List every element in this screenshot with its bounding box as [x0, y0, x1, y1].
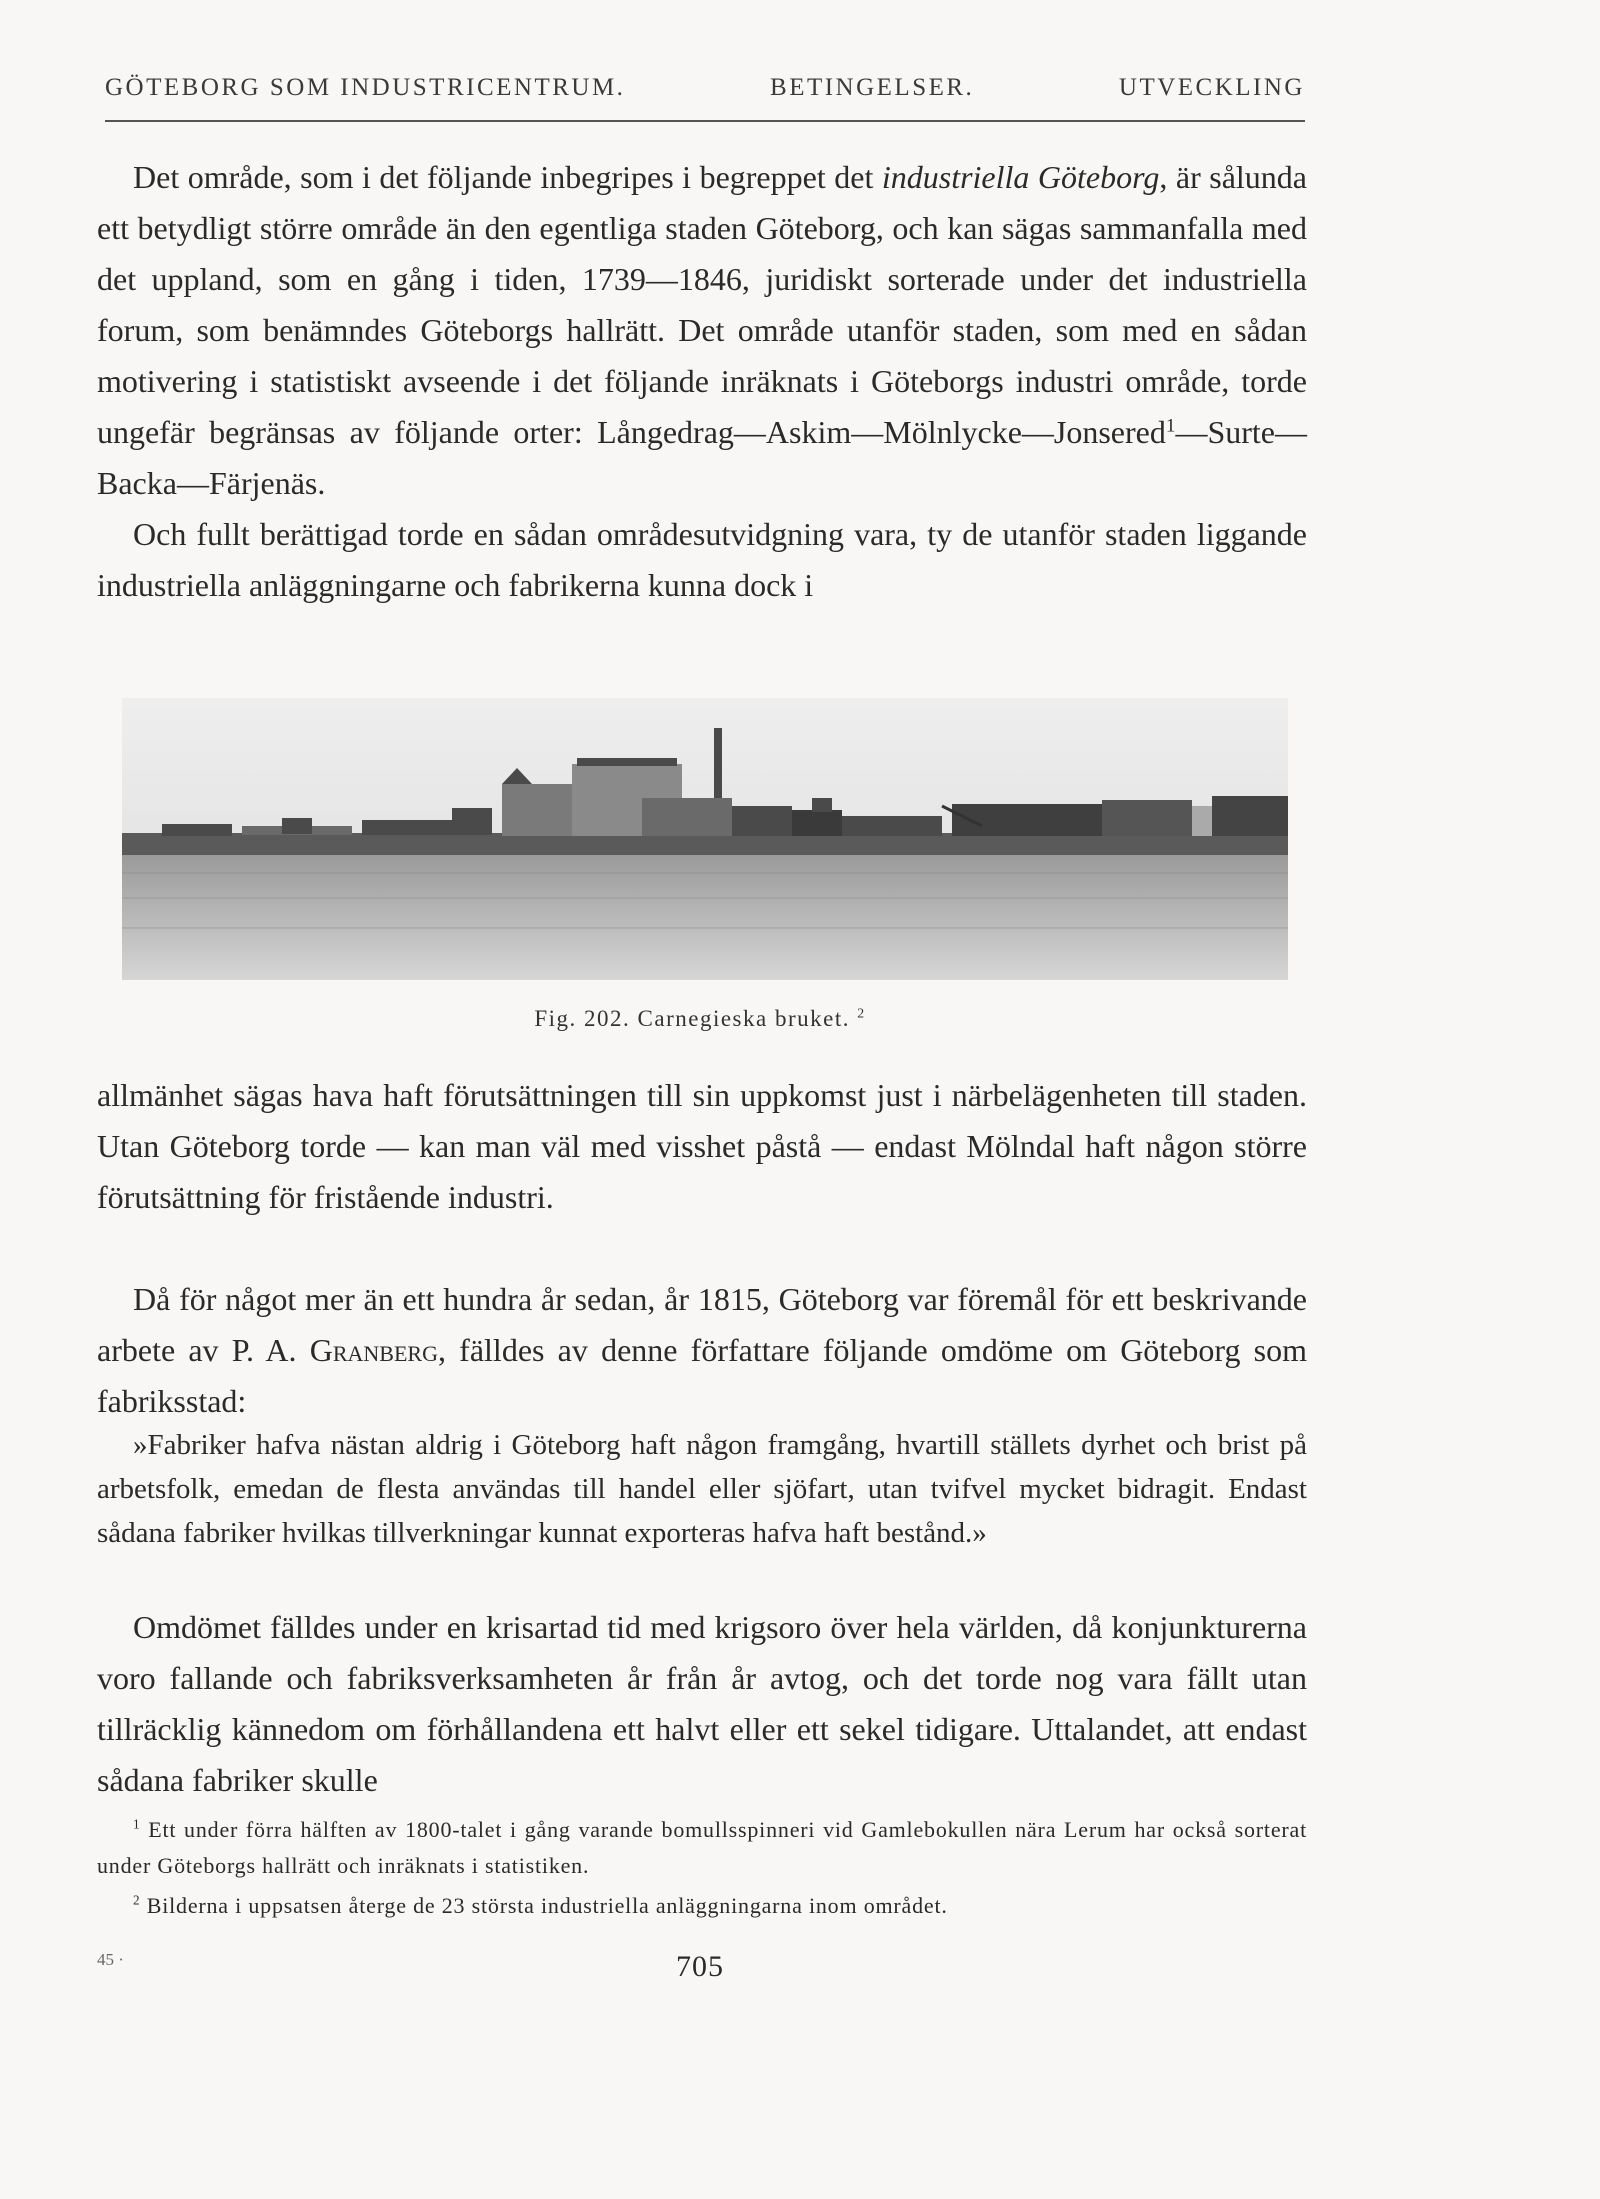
paragraph-4: Då för något mer än ett hundra år sedan, år 1815, Göteborg var föremål för ett beskrivande arbete av P. A. Granberg, fälldes av denne författare följande omdöme om Göteborg som fabriksstad:	[97, 1281, 1308, 1419]
header-title: GÖTEBORG SOM INDUSTRICENTRUM.	[105, 74, 626, 101]
running-header	[105, 74, 1305, 102]
header-subtitle: BETINGELSER.	[770, 74, 975, 101]
footnote-2: $^2$ Bilderna i uppsatsen återge de 23 största industriella anläggningarna inom området.	[133, 1892, 948, 1918]
paragraph-3: allmänhet sägas hava haft förutsättningen till sin uppkomst just i närbelägenheten till staden. Utan Göteborg torde — kan man väl med visshet påstå — endast Mölndal haft någon större förutsättning för fristående industri.	[97, 1077, 1307, 1215]
footnote-marker-1: 1	[133, 1816, 141, 1832]
footnote-ref-1: 1	[1165, 415, 1176, 437]
emphasis-term: industriella Göteborg	[881, 159, 1160, 195]
figure-caption: Fig. 202. Carnegieska bruket. $^2$	[534, 1005, 866, 1031]
footnote-1: $^1$ Ett under förra hälften av 1800-talet i gång varande bomullsspinneri vid Gamlebokullen nära Lerum har också sorterat under Göteborgs hallrätt och inräknats i statistiken.	[97, 1816, 1307, 1878]
header-rule	[105, 120, 1305, 122]
sheet-mark: 45 ·	[97, 1950, 124, 1969]
factory-photo	[122, 698, 1288, 980]
author-name: Granberg	[309, 1332, 438, 1368]
page-number: 705	[676, 1950, 724, 1983]
footnote-ref-2: 2	[857, 1005, 866, 1021]
paragraph-1: Det område, som i det följande inbegripes i begreppet det industriella Göteborg, är sålunda ett betydligt större område än den egentliga staden Göteborg, och kan sägas sammanfalla med det uppland, som en gång i tiden, 1739—1846, juridiskt sorterade under det industriella forum, som benämndes Göteborgs hallrätt. Det område utanför staden, som med en sådan motivering i statistiskt avseende i det följande inräknats i Göteborgs industri område, torde ungefär begränsas av följande orter: Långedrag—Askim—Mölnlycke—Jonsered$^1$—Surte—Backa—Färjenäs.	[97, 159, 1308, 501]
paragraph-2: Och fullt berättigad torde en sådan områdesutvidgning vara, ty de utanför staden liggande industriella anläggningarne och fabrikerna kunna dock i	[97, 516, 1307, 603]
text-block-top	[97, 152, 1307, 611]
text-block-lower	[97, 1274, 1307, 1427]
quote-text: »Fabriker hafva nästan aldrig i Göteborg haft någon framgång, hvartill ställets dyrhet och brist på arbetsfolk, emedan de flesta användas till handel eller sjöfart, utan tvifvel mycket bidragit. Endast sådana fabriker hvilkas tillverkningar kunnat exporteras hafva haft bestånd.»	[97, 1429, 1307, 1549]
footnotes	[97, 1812, 1307, 1924]
text-block-middle	[97, 1070, 1307, 1223]
block-quote	[97, 1423, 1307, 1555]
figure-photo	[122, 698, 1288, 980]
footnote-marker-2: 2	[133, 1892, 141, 1908]
paragraph-5: Omdömet fälldes under en krisartad tid med krigsoro över hela världen, då konjunkturerna voro fallande och fabriksverksamheten år från år avtog, och det torde nog vara fällt utan tillräcklig kännedom om förhållandena ett halvt eller ett sekel tidigare. Uttalandet, att endast sådana fabriker skulle	[97, 1609, 1307, 1798]
text-block-bottom	[97, 1602, 1307, 1806]
header-subtitle-2: UTVECKLING	[1118, 74, 1305, 101]
